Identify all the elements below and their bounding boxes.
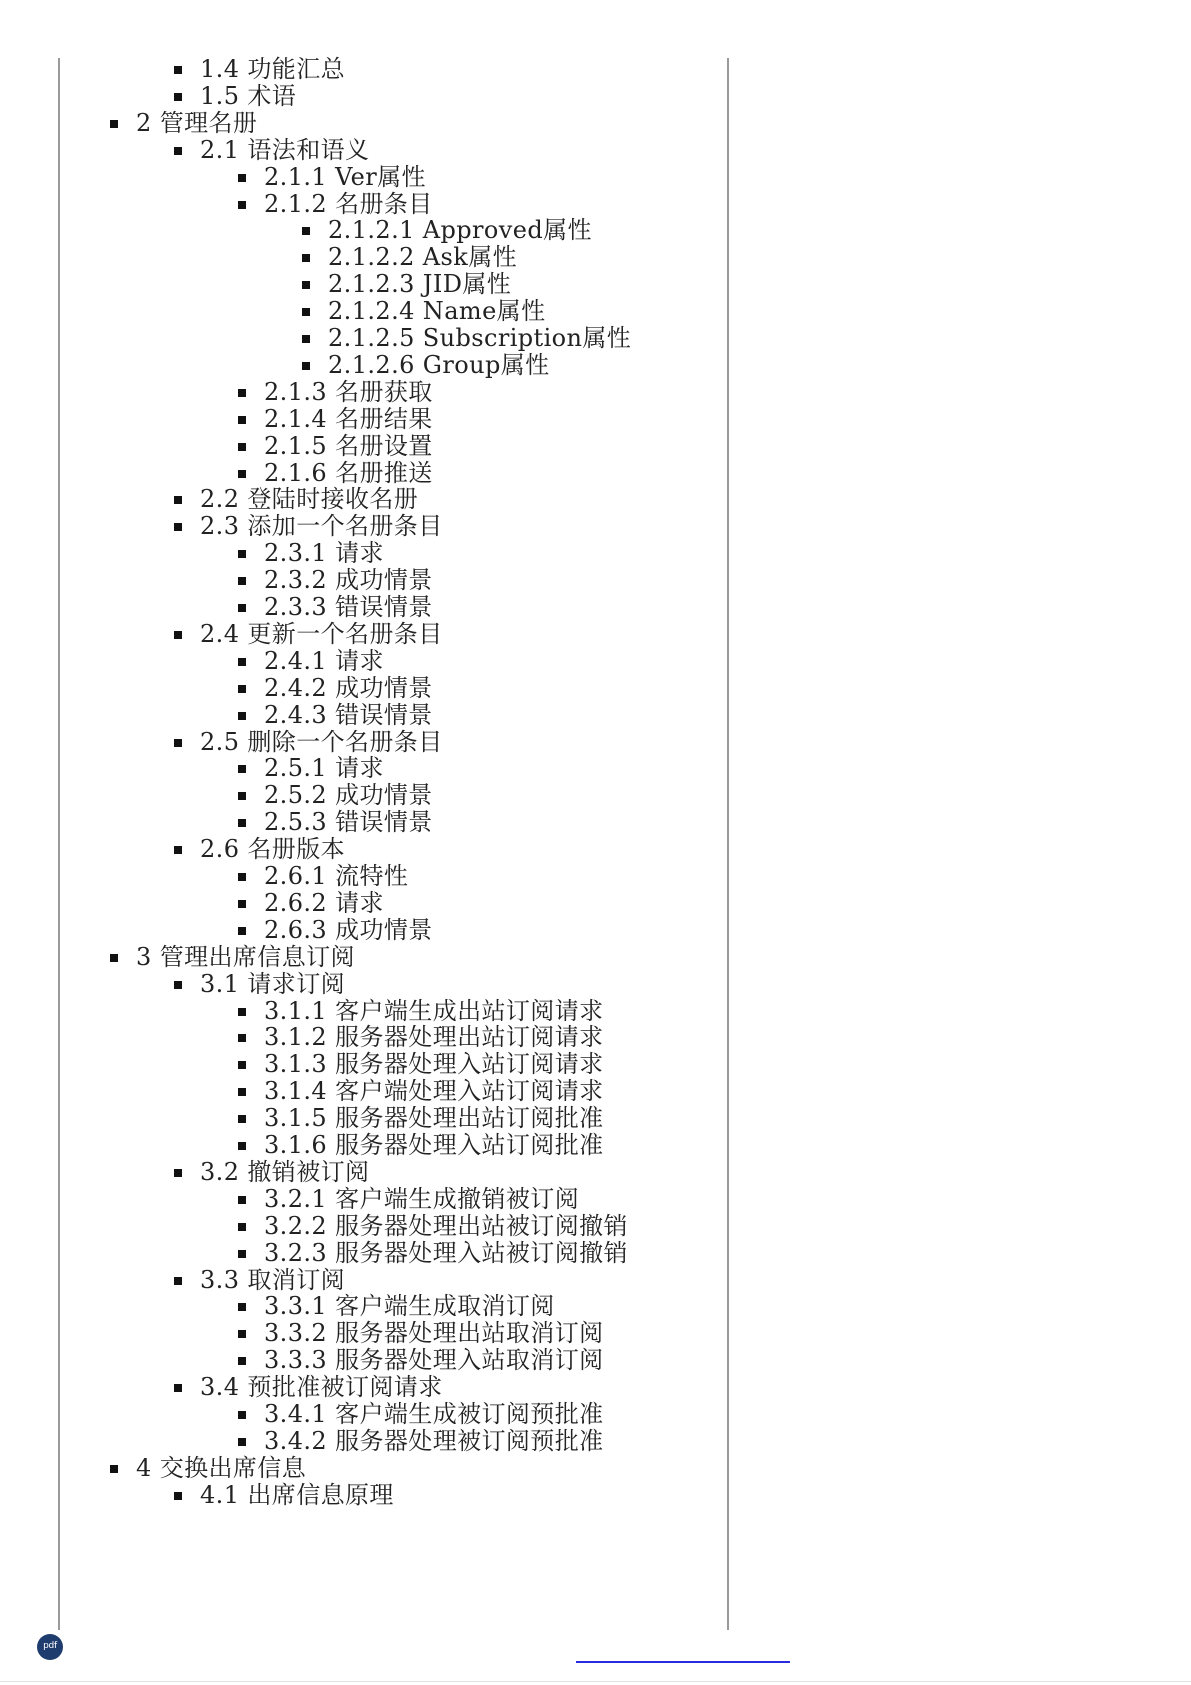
toc-entry-title: 服务器处理出站订阅请求 [335, 1023, 604, 1052]
toc-entry-title: 客户端生成被订阅预批准 [335, 1400, 604, 1428]
toc-entry[interactable] [200, 728, 443, 757]
square-bullet-icon [174, 66, 182, 74]
toc-entry-number: 2.3 [200, 512, 240, 541]
toc-entry[interactable] [328, 297, 545, 326]
toc-entry[interactable] [264, 1319, 604, 1348]
toc-entry-title: 服务器处理入站订阅请求 [335, 1050, 604, 1079]
toc-entry[interactable] [264, 1023, 604, 1052]
toc-entry-title: 删除一个名册条目 [247, 727, 443, 756]
toc-entry-title: 错误情景 [335, 593, 433, 621]
toc-entry-number: 3.1.5 [264, 1104, 328, 1133]
toc-entry[interactable] [264, 1239, 628, 1268]
square-bullet-icon [174, 1169, 182, 1177]
square-bullet-icon [110, 954, 118, 962]
square-bullet-icon [238, 201, 246, 209]
toc-entry-title: 名册条目 [335, 189, 433, 218]
square-bullet-icon [174, 981, 182, 989]
toc-entry-number: 3.4 [200, 1373, 240, 1402]
toc-entry[interactable] [200, 485, 418, 514]
toc-entry-number: 2.6.3 [264, 915, 328, 944]
toc-entry-title: Subscription属性 [422, 324, 632, 352]
toc-entry-number: 3.3.3 [264, 1346, 328, 1375]
toc-entry-number: 3 [136, 942, 152, 971]
toc-entry-number: 3.4.2 [264, 1426, 328, 1455]
square-bullet-icon [302, 308, 310, 316]
toc-entry[interactable] [264, 781, 433, 810]
toc-entry-title: 管理名册 [159, 108, 258, 137]
toc-entry-title: 名册设置 [335, 431, 433, 460]
toc-entry-title: 术语 [247, 81, 297, 110]
toc-entry-number: 3.4.1 [264, 1400, 328, 1428]
toc-entry[interactable] [328, 351, 550, 380]
toc-entry-title: Name属性 [422, 297, 546, 326]
toc-entry[interactable] [200, 136, 369, 165]
toc-entry-number: 2.5.3 [264, 808, 328, 837]
square-bullet-icon [238, 685, 246, 693]
toc-entry-title: Ver属性 [335, 162, 426, 191]
toc-entry-number: 2.1.1 [264, 162, 328, 191]
toc-entry-number: 2.4.1 [264, 646, 328, 675]
toc-entry[interactable] [200, 620, 443, 649]
toc-entry-number: 2.5.2 [264, 781, 328, 810]
toc-entry[interactable] [264, 432, 433, 461]
page-bottom-divider [0, 1681, 1191, 1682]
square-bullet-icon [302, 362, 310, 370]
toc-entry-number: 4.1 [200, 1480, 240, 1509]
toc-entry-number: 1.5 [200, 81, 240, 110]
toc-entry[interactable] [328, 243, 517, 272]
toc-entry-title: 交换出席信息 [159, 1453, 307, 1482]
toc-entry[interactable] [200, 970, 345, 999]
footer-link-underline[interactable] [576, 1661, 790, 1663]
toc-entry[interactable] [264, 378, 433, 407]
toc-entry[interactable] [264, 997, 604, 1026]
toc-entry-title: 流特性 [335, 862, 409, 890]
toc-entry[interactable] [200, 1481, 394, 1510]
toc-entry[interactable] [264, 862, 408, 891]
toc-entry[interactable] [200, 1266, 345, 1295]
square-bullet-icon [238, 658, 246, 666]
toc-entry-title: Ask属性 [422, 243, 517, 272]
toc-entry-number: 2.3.1 [264, 539, 328, 568]
square-bullet-icon [174, 147, 182, 155]
toc-entry-title: 名册获取 [335, 377, 433, 406]
toc-entry[interactable] [264, 1131, 604, 1160]
toc-entry[interactable] [328, 324, 631, 353]
toc-entry-number: 2.6.1 [264, 862, 328, 890]
toc-entry[interactable] [264, 1212, 628, 1241]
toc-entry-number: 2.2 [200, 485, 240, 514]
toc-entry-number: 3.2.1 [264, 1184, 328, 1213]
toc-entry-number: 4 [136, 1453, 152, 1482]
toc-entry-number: 3.2.3 [264, 1238, 328, 1267]
square-bullet-icon [238, 792, 246, 800]
toc-entry-title: 管理出席信息订阅 [159, 942, 355, 971]
square-bullet-icon [238, 416, 246, 424]
square-bullet-icon [238, 873, 246, 881]
toc-entry-title: 撤销被订阅 [247, 1157, 370, 1186]
toc-entry[interactable] [264, 889, 384, 918]
square-bullet-icon [174, 739, 182, 747]
toc-entry[interactable] [264, 647, 384, 676]
toc-entry[interactable] [264, 190, 433, 219]
square-bullet-icon [238, 1303, 246, 1311]
toc-entry-number: 3.3.2 [264, 1319, 328, 1348]
toc-entry-number: 2.4 [200, 619, 240, 648]
toc-entry-number: 2 [136, 108, 152, 137]
toc-entry-title: 添加一个名册条目 [247, 512, 443, 541]
toc-entry[interactable] [328, 270, 511, 299]
square-bullet-icon [238, 174, 246, 182]
toc-entry-number: 2.6.2 [264, 888, 328, 917]
toc-entry-title: 出席信息原理 [247, 1480, 394, 1509]
toc-entry-title: 请求 [335, 646, 384, 675]
toc-entry-number: 2.5 [200, 727, 240, 756]
square-bullet-icon [238, 1061, 246, 1069]
toc-entry[interactable] [200, 82, 296, 111]
toc-entry[interactable] [264, 808, 433, 837]
square-bullet-icon [238, 443, 246, 451]
square-bullet-icon [238, 1115, 246, 1123]
square-bullet-icon [238, 1250, 246, 1258]
toc-entry[interactable] [264, 1104, 604, 1133]
toc-entry-title: 客户端生成撤销被订阅 [335, 1184, 580, 1213]
toc-entry-number: 3.1.1 [264, 996, 328, 1025]
toc-entry-title: 名册版本 [247, 835, 346, 864]
toc-entry-number: 3.1.6 [264, 1131, 328, 1159]
toc-entry[interactable] [264, 1427, 604, 1456]
square-bullet-icon [302, 335, 310, 343]
toc-entry-title: 服务器处理出站被订阅撤销 [335, 1211, 628, 1240]
toc-entry-title: 请求 [335, 539, 384, 568]
toc-entry-number: 3.3.1 [264, 1292, 328, 1321]
toc-entry-number: 2.1.6 [264, 458, 328, 487]
toc-entry-number: 2.1.4 [264, 404, 328, 433]
toc-entry-title: 服务器处理被订阅预批准 [335, 1426, 604, 1455]
square-bullet-icon [174, 496, 182, 504]
toc-entry-number: 3.2.2 [264, 1211, 328, 1240]
pdf-logo-icon: pdf [37, 1634, 63, 1660]
toc-entry-title: 服务器处理出站订阅批准 [335, 1104, 604, 1133]
toc-entry-title: JID属性 [422, 270, 512, 299]
toc-entry[interactable] [264, 1292, 555, 1321]
toc-entry[interactable] [264, 459, 433, 488]
toc-entry-number: 2.4.3 [264, 700, 328, 729]
square-bullet-icon [238, 1034, 246, 1042]
toc-entry-title: 预批准被订阅请求 [247, 1373, 443, 1402]
toc-entry-number: 3.1.3 [264, 1050, 328, 1079]
toc-entry-number: 2.4.2 [264, 673, 328, 702]
square-bullet-icon [238, 1008, 246, 1016]
toc-entry-number: 2.6 [200, 835, 240, 864]
toc-entry[interactable] [264, 1050, 604, 1079]
toc-entry-number: 3.1 [200, 969, 240, 998]
toc-entry-number: 2.1.2 [264, 189, 328, 218]
toc-entry-title: 成功情景 [335, 566, 433, 595]
toc-entry-number: 3.1.2 [264, 1023, 328, 1052]
toc-entry[interactable] [264, 701, 433, 730]
square-bullet-icon [110, 1465, 118, 1473]
toc-entry[interactable] [264, 405, 433, 434]
toc-entry[interactable] [264, 1346, 604, 1375]
square-bullet-icon [238, 1088, 246, 1096]
toc-entry[interactable] [328, 216, 592, 245]
toc-entry-title: 错误情景 [335, 808, 433, 837]
toc-entry-number: 2.1.2.5 [328, 324, 415, 352]
toc-entry-title: 更新一个名册条目 [247, 619, 443, 648]
toc-entry-title: 服务器处理入站订阅批准 [335, 1131, 604, 1159]
toc-entry-number: 2.1.3 [264, 377, 328, 406]
toc-entry[interactable] [136, 109, 257, 138]
toc-entry[interactable] [264, 566, 433, 595]
toc-entry-number: 3.3 [200, 1265, 240, 1294]
square-bullet-icon [238, 1223, 246, 1231]
square-bullet-icon [238, 389, 246, 397]
toc-entry[interactable] [136, 943, 355, 972]
toc-entry[interactable] [264, 1077, 604, 1106]
toc-entry-title: 请求 [335, 754, 384, 783]
right-column-rule [727, 58, 729, 1630]
toc-entry-title: 请求 [335, 888, 384, 917]
toc-entry-number: 3.1.4 [264, 1077, 328, 1106]
toc-entry[interactable] [264, 539, 384, 568]
toc-entry-title: 服务器处理入站取消订阅 [335, 1346, 604, 1375]
toc-entry-title: 功能汇总 [247, 55, 346, 83]
toc-entry[interactable] [264, 1185, 579, 1214]
toc-entry-title: Group属性 [422, 350, 550, 379]
toc-entry-title: 客户端生成出站订阅请求 [335, 996, 604, 1025]
toc-entry-number: 2.3.3 [264, 593, 328, 621]
toc-entry-title: 服务器处理入站被订阅撤销 [335, 1238, 628, 1267]
toc-entry-number: 2.1.2.1 [328, 216, 415, 245]
toc-entry-number: 3.2 [200, 1157, 240, 1186]
toc-entry-title: 请求订阅 [247, 969, 346, 998]
toc-entry-title: 错误情景 [335, 700, 433, 729]
toc-entry[interactable] [264, 593, 433, 622]
square-bullet-icon [238, 765, 246, 773]
square-bullet-icon [238, 712, 246, 720]
square-bullet-icon [174, 523, 182, 531]
square-bullet-icon [238, 1142, 246, 1150]
toc-entry-title: 成功情景 [335, 915, 433, 944]
toc-entry-title: Approved属性 [422, 216, 592, 245]
toc-entry-title: 取消订阅 [247, 1265, 346, 1294]
square-bullet-icon [302, 227, 310, 235]
toc-entry-title: 成功情景 [335, 673, 433, 702]
toc-entry-number: 2.5.1 [264, 754, 328, 783]
square-bullet-icon [174, 93, 182, 101]
toc-entry[interactable] [200, 512, 443, 541]
square-bullet-icon [174, 1277, 182, 1285]
square-bullet-icon [238, 1411, 246, 1419]
toc-entry-title: 成功情景 [335, 781, 433, 810]
square-bullet-icon [238, 1330, 246, 1338]
square-bullet-icon [238, 550, 246, 558]
square-bullet-icon [238, 604, 246, 612]
toc-entry-number: 2.1.2.2 [328, 243, 415, 272]
toc-entry[interactable] [200, 55, 345, 84]
square-bullet-icon [302, 254, 310, 262]
toc-entry-number: 2.1 [200, 135, 240, 164]
toc-entry-number: 2.3.2 [264, 566, 328, 595]
toc-entry[interactable] [264, 754, 384, 783]
toc-entry[interactable] [264, 916, 433, 945]
square-bullet-icon [238, 819, 246, 827]
square-bullet-icon [238, 577, 246, 585]
square-bullet-icon [302, 281, 310, 289]
square-bullet-icon [238, 1438, 246, 1446]
toc-entry-title: 登陆时接收名册 [247, 485, 419, 514]
square-bullet-icon [174, 1384, 182, 1392]
toc-entry-title: 客户端生成取消订阅 [335, 1292, 555, 1321]
toc-entry-number: 1.4 [200, 55, 240, 83]
square-bullet-icon [238, 900, 246, 908]
toc-entry-number: 2.1.2.6 [328, 350, 415, 379]
square-bullet-icon [174, 846, 182, 854]
square-bullet-icon [238, 1357, 246, 1365]
square-bullet-icon [174, 631, 182, 639]
toc-entry-number: 2.1.2.4 [328, 297, 415, 326]
toc-entry[interactable] [200, 1373, 443, 1402]
toc-entry-title: 客户端处理入站订阅请求 [335, 1077, 604, 1106]
square-bullet-icon [238, 1196, 246, 1204]
toc-entry[interactable] [264, 674, 433, 703]
toc-entry-title: 服务器处理出站取消订阅 [335, 1319, 604, 1348]
square-bullet-icon [174, 1492, 182, 1500]
square-bullet-icon [238, 927, 246, 935]
square-bullet-icon [238, 470, 246, 478]
toc-entry[interactable] [200, 1158, 369, 1187]
toc-entry-number: 2.1.5 [264, 431, 328, 460]
toc-entry-title: 名册推送 [335, 458, 433, 487]
toc-entry[interactable] [264, 1400, 604, 1429]
toc-entry[interactable] [200, 835, 345, 864]
toc-entry-number: 2.1.2.3 [328, 270, 415, 299]
toc-entry-title: 语法和语义 [247, 135, 370, 164]
toc-entry[interactable] [264, 163, 426, 192]
toc-entry[interactable] [136, 1454, 306, 1483]
toc-entry-title: 名册结果 [335, 404, 433, 433]
square-bullet-icon [110, 120, 118, 128]
